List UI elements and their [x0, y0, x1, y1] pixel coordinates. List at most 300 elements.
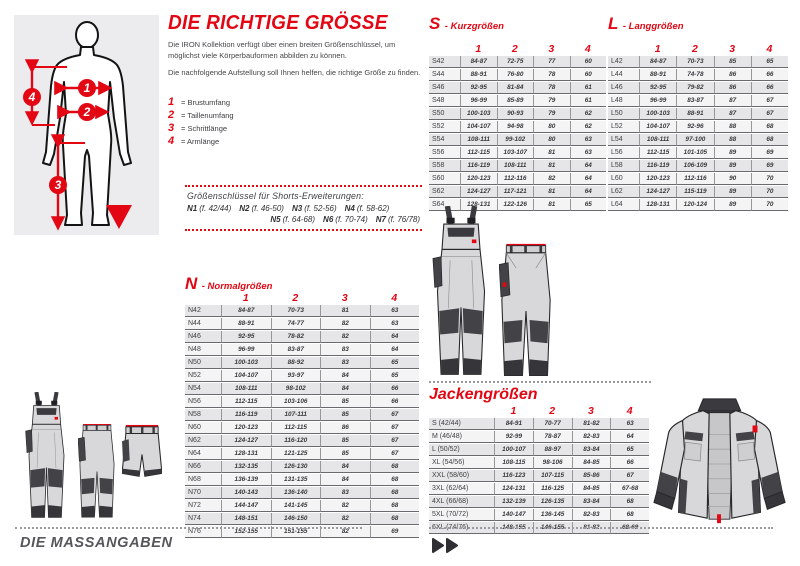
- size-value: 83: [320, 344, 370, 356]
- size-value: 92-99: [494, 431, 533, 443]
- size-value: 85-86: [572, 470, 611, 482]
- size-label: N52: [185, 370, 221, 382]
- trousers-illustration: [78, 423, 116, 525]
- size-value: 68: [370, 487, 420, 499]
- size-value: 141-145: [271, 500, 321, 512]
- size-value: 103-107: [497, 147, 534, 159]
- size-value: 104-107: [460, 121, 497, 133]
- size-label: N70: [185, 487, 221, 499]
- size-value: 116-125: [533, 483, 572, 495]
- size-value: 63: [370, 305, 420, 317]
- size-value: 65: [370, 370, 420, 382]
- size-value: 81-82: [572, 522, 611, 534]
- column-header: 4: [584, 43, 591, 55]
- shorts-key-entry: N6 (f. 70-74): [323, 215, 368, 224]
- size-row: [185, 422, 419, 434]
- size-value: 131-135: [271, 474, 321, 486]
- size-row: [429, 186, 606, 198]
- size-value: 87: [714, 108, 751, 120]
- size-label: L42: [608, 56, 639, 68]
- body-figure-svg: [14, 15, 159, 235]
- size-value: 78-82: [271, 331, 321, 343]
- size-label: S62: [429, 186, 460, 198]
- size-label: L46: [608, 82, 639, 94]
- svg-text:4: 4: [28, 90, 36, 104]
- size-value: 66: [751, 69, 788, 81]
- size-value: 84-91: [494, 418, 533, 430]
- size-value: 132-139: [494, 496, 533, 508]
- size-label: M (46/48): [429, 431, 494, 443]
- size-value: 83-84: [572, 444, 611, 456]
- size-value: 100-103: [639, 108, 676, 120]
- size-value: 68: [610, 509, 649, 521]
- size-value: 81-82: [572, 418, 611, 430]
- shorts-key-entry: N7 (f. 76/78): [375, 215, 420, 224]
- size-value: 61: [570, 95, 607, 107]
- legend-number: 4: [168, 135, 175, 147]
- shorts-key-entry: N2 (f. 46-50): [239, 203, 284, 213]
- size-row: [429, 431, 649, 443]
- kurz-sizes-heading: S - Kurzgrößen: [429, 14, 504, 33]
- size-label: S60: [429, 173, 460, 185]
- size-value: 69: [751, 160, 788, 172]
- size-row: [185, 461, 419, 473]
- size-value: 88-97: [533, 444, 572, 456]
- footer-title: DIE MASSANGABEN: [20, 534, 173, 551]
- size-value: 60: [570, 56, 607, 68]
- jacket-illustration: [648, 390, 791, 538]
- jacken-sizes-table: [429, 404, 649, 535]
- size-value: 64: [570, 173, 607, 185]
- size-value: 107-111: [271, 409, 321, 421]
- size-value: 88-91: [639, 69, 676, 81]
- size-row: [185, 344, 419, 356]
- size-value: 68: [751, 134, 788, 146]
- size-label: N60: [185, 422, 221, 434]
- size-row: [608, 186, 788, 198]
- size-value: 112-116: [497, 173, 534, 185]
- size-label: N56: [185, 396, 221, 408]
- footer-divider-right: [429, 527, 773, 529]
- size-value: 82: [320, 526, 370, 538]
- size-value: 70-73: [676, 56, 713, 68]
- size-value: 82: [533, 173, 570, 185]
- size-row: [429, 82, 606, 94]
- size-value: 116-120: [271, 435, 321, 447]
- page-title: DIE RICHTIGE GRÖSSE: [168, 12, 388, 34]
- size-row: [608, 82, 788, 94]
- size-row: [429, 457, 649, 469]
- size-value: 66: [751, 82, 788, 94]
- size-row: [429, 483, 649, 495]
- size-value: 148-155: [494, 522, 533, 534]
- size-row: [185, 474, 419, 486]
- size-value: 120-123: [639, 173, 676, 185]
- size-label: S58: [429, 160, 460, 172]
- size-row: [429, 134, 606, 146]
- column-header: 1: [475, 43, 482, 55]
- shorts-key-line-1: [187, 204, 420, 213]
- size-row: [429, 173, 606, 185]
- size-value: 108-111: [221, 383, 271, 395]
- size-value: 140-147: [494, 509, 533, 521]
- size-row: [608, 121, 788, 133]
- size-value: 106-109: [676, 160, 713, 172]
- size-value: 82: [320, 500, 370, 512]
- size-row: [429, 470, 649, 482]
- size-value: 84-87: [221, 305, 271, 317]
- size-row: [185, 370, 419, 382]
- size-value: 128-131: [460, 199, 497, 211]
- size-value: 96-99: [460, 95, 497, 107]
- size-value: 81: [533, 147, 570, 159]
- size-label: XXL (58/60): [429, 470, 494, 482]
- size-value: 87: [714, 95, 751, 107]
- size-value: 89: [714, 160, 751, 172]
- kurz-sizes-table: [429, 42, 606, 212]
- size-label: 6XL (74/76): [429, 522, 494, 534]
- size-value: 67: [370, 435, 420, 447]
- size-value: 93-97: [271, 370, 321, 382]
- size-value: 86: [320, 422, 370, 434]
- size-value: 78-87: [533, 431, 572, 443]
- column-header: 2: [691, 43, 698, 55]
- size-label: S (42/44): [429, 418, 494, 430]
- size-value: 68: [370, 513, 420, 525]
- size-label: N72: [185, 500, 221, 512]
- size-value: 79: [533, 108, 570, 120]
- size-value: 81: [533, 199, 570, 211]
- size-value: 82: [320, 331, 370, 343]
- size-row: [429, 56, 606, 68]
- size-label: N62: [185, 435, 221, 447]
- size-value: 85: [320, 396, 370, 408]
- size-row: [608, 147, 788, 159]
- size-value: 62: [570, 121, 607, 133]
- size-value: 121-125: [271, 448, 321, 460]
- size-row: [429, 160, 606, 172]
- size-value: 136-139: [221, 474, 271, 486]
- size-row: [608, 108, 788, 120]
- size-label: S52: [429, 121, 460, 133]
- size-value: 77: [533, 56, 570, 68]
- size-label: S44: [429, 69, 460, 81]
- size-value: 89: [714, 147, 751, 159]
- size-label: L60: [608, 173, 639, 185]
- intro-paragraph-1: Die IRON Kollektion verfügt über einen breiten Größenschlüssel, um möglichst viele Körperbauformen abbilden zu können.: [168, 40, 396, 60]
- size-value: 120-123: [460, 173, 497, 185]
- lang-sizes-heading: L - Langgrößen: [608, 14, 684, 33]
- size-row: [185, 409, 419, 421]
- column-header: 4: [626, 405, 633, 417]
- size-value: 67: [751, 108, 788, 120]
- size-value: 84: [320, 370, 370, 382]
- size-value: 112-115: [639, 147, 676, 159]
- bib-overall-illustration: [420, 206, 502, 383]
- size-value: 70: [751, 173, 788, 185]
- body-measure-panel: [14, 15, 159, 235]
- measure-legend: [168, 96, 234, 148]
- size-value: 92-95: [639, 82, 676, 94]
- size-value: 66: [610, 457, 649, 469]
- shorts-key-entry: N4 (f. 58-62): [344, 203, 390, 213]
- jacken-sizes-heading: Jackengrößen: [429, 386, 538, 403]
- size-value: 70: [751, 186, 788, 198]
- size-row: [429, 121, 606, 133]
- size-value: 108-115: [494, 457, 533, 469]
- size-value: 116-123: [494, 470, 533, 482]
- size-value: 112-115: [460, 147, 497, 159]
- size-value: 84-87: [639, 56, 676, 68]
- size-value: 144-147: [221, 500, 271, 512]
- size-value: 67: [370, 422, 420, 434]
- size-value: 67: [370, 448, 420, 460]
- size-value: 84-85: [572, 457, 611, 469]
- size-value: 79: [533, 95, 570, 107]
- size-value: 92-96: [676, 121, 713, 133]
- size-row: [608, 95, 788, 107]
- shorts-key-entry: N5 (f. 64-68): [270, 215, 316, 224]
- size-value: 90-93: [497, 108, 534, 120]
- size-label: N66: [185, 461, 221, 473]
- size-row: [429, 444, 649, 456]
- size-value: 82: [320, 318, 370, 330]
- legend-number: 1: [168, 96, 175, 108]
- size-value: 112-116: [676, 173, 713, 185]
- size-value: 85: [320, 409, 370, 421]
- size-value: 97-100: [676, 134, 713, 146]
- legend-item-chest: 1 = Brustumfang: [168, 96, 230, 108]
- column-header: 1: [510, 405, 517, 417]
- size-value: 68: [610, 496, 649, 508]
- size-value: 78: [533, 82, 570, 94]
- size-label: N44: [185, 318, 221, 330]
- normal-sizes-table: [185, 291, 419, 539]
- size-value: 64: [610, 431, 649, 443]
- size-value: 98-106: [533, 457, 572, 469]
- size-value: 89: [714, 186, 751, 198]
- svg-text:2: 2: [83, 105, 91, 119]
- size-value: 120-124: [676, 199, 713, 211]
- size-value: 67: [610, 470, 649, 482]
- legend-item-waist: 2 = Taillenumfang: [168, 109, 234, 121]
- size-row: [185, 487, 419, 499]
- size-value: 117-121: [497, 186, 534, 198]
- size-row: [185, 331, 419, 343]
- column-header: 3: [341, 292, 348, 304]
- size-value: 90: [714, 173, 751, 185]
- size-row: [185, 318, 419, 330]
- size-value: 126-130: [271, 461, 321, 473]
- size-value: 112-115: [221, 396, 271, 408]
- size-value: 88-91: [221, 318, 271, 330]
- size-value: 68-69: [610, 522, 649, 534]
- size-value: 64: [570, 186, 607, 198]
- size-label: L56: [608, 147, 639, 159]
- size-row: [185, 357, 419, 369]
- size-value: 94-98: [497, 121, 534, 133]
- size-row: [185, 500, 419, 512]
- size-label: S48: [429, 95, 460, 107]
- size-row: [429, 108, 606, 120]
- size-value: 136-145: [533, 509, 572, 521]
- size-label: N50: [185, 357, 221, 369]
- size-value: 82: [320, 513, 370, 525]
- shorts-key-box: [185, 185, 422, 231]
- size-label: S42: [429, 56, 460, 68]
- size-value: 84-85: [572, 483, 611, 495]
- next-pages-icon: [431, 537, 461, 559]
- size-value: 81: [533, 186, 570, 198]
- size-label: S56: [429, 147, 460, 159]
- size-value: 66: [370, 383, 420, 395]
- size-value: 85: [714, 56, 751, 68]
- size-value: 146-150: [271, 513, 321, 525]
- size-value: 104-107: [639, 121, 676, 133]
- size-value: 89: [714, 199, 751, 211]
- size-value: 83: [320, 487, 370, 499]
- size-value: 63: [570, 134, 607, 146]
- size-value: 62: [570, 108, 607, 120]
- size-value: 96-99: [639, 95, 676, 107]
- size-value: 70-77: [533, 418, 572, 430]
- size-value: 68: [370, 461, 420, 473]
- size-value: 82-83: [572, 509, 611, 521]
- size-label: L52: [608, 121, 639, 133]
- size-value: 78: [533, 69, 570, 81]
- size-value: 128-131: [639, 199, 676, 211]
- size-value: 83-87: [271, 344, 321, 356]
- size-value: 74-78: [676, 69, 713, 81]
- size-value: 64: [370, 344, 420, 356]
- size-value: 70: [751, 199, 788, 211]
- size-label: L (50/52): [429, 444, 494, 456]
- size-value: 60: [570, 69, 607, 81]
- size-value: 63: [370, 318, 420, 330]
- size-value: 116-119: [460, 160, 497, 172]
- size-value: 67: [751, 95, 788, 107]
- size-value: 100-107: [494, 444, 533, 456]
- column-header: 1: [654, 43, 661, 55]
- legend-item-inseam: 3 = Schrittlänge: [168, 122, 228, 134]
- size-value: 82-83: [572, 431, 611, 443]
- column-header: 4: [766, 43, 773, 55]
- size-value: 61: [570, 82, 607, 94]
- size-value: 68: [751, 121, 788, 133]
- size-value: 83-87: [676, 95, 713, 107]
- size-value: 124-127: [221, 435, 271, 447]
- size-value: 115-119: [676, 186, 713, 198]
- size-value: 68: [370, 474, 420, 486]
- size-label: L62: [608, 186, 639, 198]
- column-header: 2: [511, 43, 518, 55]
- size-value: 74-77: [271, 318, 321, 330]
- size-value: 68: [370, 500, 420, 512]
- size-label: N76: [185, 526, 221, 538]
- size-value: 85: [320, 448, 370, 460]
- size-value: 86: [714, 69, 751, 81]
- size-row: [608, 69, 788, 81]
- size-value: 92-95: [460, 82, 497, 94]
- size-value: 83-84: [572, 496, 611, 508]
- size-value: 124-127: [639, 186, 676, 198]
- size-row: [608, 199, 788, 211]
- size-row: [185, 305, 419, 317]
- size-label: 5XL (70/72): [429, 509, 494, 521]
- size-label: 4XL (66/68): [429, 496, 494, 508]
- size-value: 80: [533, 121, 570, 133]
- intro-paragraph-2: Die nachfolgende Aufstellung soll Ihnen helfen, die richtige Größe zu finden.: [168, 68, 421, 77]
- size-value: 80: [533, 134, 570, 146]
- size-row: [185, 396, 419, 408]
- size-label: S46: [429, 82, 460, 94]
- size-value: 84: [320, 383, 370, 395]
- normal-sizes-heading: N - Normalgrößen: [185, 274, 273, 293]
- size-value: 63: [610, 418, 649, 430]
- size-value: 116-119: [639, 160, 676, 172]
- size-value: 107-115: [533, 470, 572, 482]
- size-value: 126-135: [533, 496, 572, 508]
- size-value: 108-111: [497, 160, 534, 172]
- size-value: 152-155: [221, 526, 271, 538]
- size-row: [608, 56, 788, 68]
- size-value: 86: [714, 82, 751, 94]
- size-value: 81: [533, 160, 570, 172]
- size-label: L58: [608, 160, 639, 172]
- size-label: L64: [608, 199, 639, 211]
- bib-overall-illustration: [16, 392, 77, 525]
- size-value: 146-155: [533, 522, 572, 534]
- size-row: [429, 496, 649, 508]
- size-value: 112-115: [271, 422, 321, 434]
- lang-sizes-table: [608, 42, 788, 212]
- size-label: L50: [608, 108, 639, 120]
- size-value: 92-95: [221, 331, 271, 343]
- column-header: 3: [729, 43, 736, 55]
- size-value: 84: [320, 474, 370, 486]
- size-value: 67-68: [610, 483, 649, 495]
- size-value: 116-119: [221, 409, 271, 421]
- column-header: 3: [587, 405, 594, 417]
- size-row: [185, 383, 419, 395]
- size-value: 84-87: [460, 56, 497, 68]
- size-label: S54: [429, 134, 460, 146]
- size-label: N64: [185, 448, 221, 460]
- human-silhouette: [43, 22, 131, 225]
- size-label: N48: [185, 344, 221, 356]
- size-row: [429, 509, 649, 521]
- size-value: 67: [370, 409, 420, 421]
- size-value: 99-102: [497, 134, 534, 146]
- column-header: 2: [549, 405, 556, 417]
- column-header: 3: [548, 43, 555, 55]
- size-row: [608, 134, 788, 146]
- size-row: [608, 160, 788, 172]
- size-value: 79-82: [676, 82, 713, 94]
- size-value: 122-126: [497, 199, 534, 211]
- size-value: 96-99: [221, 344, 271, 356]
- size-value: 65: [751, 56, 788, 68]
- svg-text:3: 3: [54, 178, 62, 192]
- size-value: 83: [320, 357, 370, 369]
- size-label: 3XL (62/64): [429, 483, 494, 495]
- legend-number: 2: [168, 109, 175, 121]
- size-label: N54: [185, 383, 221, 395]
- size-value: 151-155: [271, 526, 321, 538]
- size-value: 88: [714, 121, 751, 133]
- size-value: 63: [570, 147, 607, 159]
- size-value: 88: [714, 134, 751, 146]
